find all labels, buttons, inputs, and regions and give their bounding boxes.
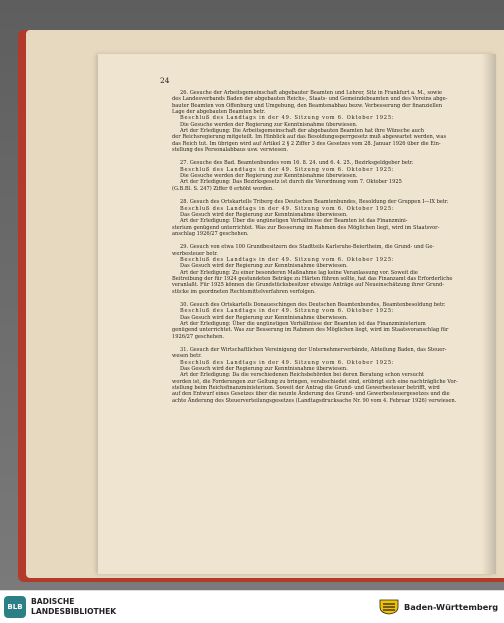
entry-line: 26. Gesuche der Arbeitsgemeinschaft abgebauter Beamten und Lehrer, Sitz in Frankfurt a. M., sowie [180, 90, 443, 96]
entry-line: Das Gesuch wird der Regierung zur Kenntnisnahme überwiesen. [180, 211, 348, 218]
entry-27 [172, 160, 476, 192]
entry-line: stellung beim Reichsfinanzministerium. Soweit der Antrag die Grund- und Gewerbesteuer betrifft, wird [172, 385, 440, 392]
footer-bar [0, 590, 504, 623]
entry-line: Das Gesuch wird der Regierung zur Kenntnisnahme überwiesen. [180, 314, 348, 321]
blb-logo-text: BLB [7, 603, 23, 611]
entry-line: 28. Gesuch des Ortskartells Triberg des Deutschen Beamtenbundes, Besoldung der Gruppen I—IX betr. [180, 199, 449, 206]
entry-31 [172, 347, 476, 404]
entry-line: Beschluß des Landtags in der 49. Sitzung vom 6. Oktober 1925: [180, 308, 395, 315]
entry-line: 1926/27 geschehen. [172, 333, 225, 340]
entry-line: veranlaßt. Für 1925 können die Grundstücksbesitzer etwaige Anträge auf Neueinschätzung ihrer Grund- [172, 282, 445, 289]
entry-line: Beitreibung der für 1924 gestundeten Beträge zu Härten führen sollte, hat das Finanzamt das Erforderliche [172, 275, 453, 282]
entry-line: genügend unterrichtet. Was zur Besserung im Rahmen des Möglichen liegt, wird im Staatsvoranschlag für [172, 327, 449, 334]
page-content [172, 90, 476, 411]
entry-line: Art der Erledigung: Zu einer besonderen Maßnahme lag keine Veranlassung vor. Soweit die [180, 269, 418, 276]
entry-29 [172, 244, 476, 295]
entry-line: Art der Erledigung: Die Arbeitsgemeinschaft der abgebauten Beamten hat ihre Wünsche auch [180, 128, 425, 135]
entry-line: achte Änderung des Steuerverteilungsgesetzes (Landtagsdrucksache Nr. 90 vom 4. Februar 1926) verwiesen. [172, 397, 457, 404]
entry-line: Das Gesuch wird der Regierung zur Kenntnisnahme überwiesen. [180, 366, 348, 373]
entry-line: stücke im geordneten Rechtsmittelverfahren verfolgen. [172, 288, 316, 295]
entry-line: Art der Erledigung: Über die ungünstigen Verhältnisse der Beamten ist das Finanzministerium [180, 321, 426, 327]
coat-of-arms-icon[interactable] [378, 599, 400, 615]
entry-line: Die Gesuche werden der Regierung zur Kenntnisnahme überwiesen. [180, 121, 358, 128]
entry-30 [172, 302, 476, 340]
entry-line: stellung des Personalabbaus usw. verwiesen. [172, 147, 289, 154]
entry-line: Beschluß des Landtags in der 49. Sitzung vom 6. Oktober 1925: [180, 166, 395, 173]
entry-line: Beschluß des Landtags in der 49. Sitzung vom 6. Oktober 1925: [180, 115, 395, 122]
page-gutter-shadow [482, 54, 496, 574]
document-page [98, 54, 496, 574]
library-name-line1: BADISCHE [31, 597, 75, 606]
entry-line: 31. Gesuch der Wirtschaftlichen Vereinigung der Unternehmerverbände, Abteilung Baden, das Steuer- [180, 347, 447, 354]
entry-line: sterium genügend unterrichtet. Was zur Besserung im Rahmen des Möglichen liegt, wird im Staatsvor- [172, 224, 440, 231]
entry-28 [172, 199, 476, 237]
entry-line: worden ist, die Forderungen zur Geltung zu bringen, verabschiedet sind, erübrigt sich eine nachträgliche Vor- [172, 378, 458, 385]
entry-line: Beschluß des Landtags in der 49. Sitzung vom 6. Oktober 1925: [180, 256, 395, 263]
entry-line: (G.B.Bl. S. 247) Ziffer 6 erhöht worden. [172, 185, 274, 192]
entry-line: Art der Erledigung: Über die ungünstigen Verhältnisse der Beamten ist das Finanzmini- [180, 218, 408, 225]
entry-line: Art der Erledigung: Das Bezirksgesetz ist durch die Verordnung vom 7. Oktober 1925 [180, 179, 402, 186]
state-name[interactable]: Baden-Württemberg [404, 602, 499, 612]
entry-line: 27. Gesuche des Bad. Beamtenbundes vom 16. 8. 24. und 6. 4. 25., Bezirksgeldgeber betr. [180, 160, 414, 167]
entry-line: der Reichsregierung mitgeteilt. Im Hinblick auf das Besoldungssperrgesetz muß abgewartet werden, was [172, 134, 447, 141]
entry-line: 29. Gesuch von etwa 100 Grundbesitzern des Stadtteils Karlsruhe-Beiertheim, die Grund- und Ge- [180, 244, 435, 251]
entry-line: 30. Gesuch des Ortskartells Donaueschingen des Deutschen Beamtenbundes, Beamtenbesoldung betr. [180, 301, 446, 308]
entry-line: das Reich tut. Im übrigen wird auf Artikel 2 § 2 Ziffer 3 des Gesetzes vom 28. Januar 1926 über die Ein- [172, 140, 441, 147]
entry-line: des Landesverbands Baden der abgebauten Reichs-, Staats- und Gemeindebeamten und des Vereins abge- [172, 96, 448, 103]
page-number: 24 [160, 76, 170, 85]
entry-line: Art der Erledigung: Da die verschiedenen Reichsbehörden bei deren Beratung schon versucht [180, 372, 425, 379]
entry-line: Beschluß des Landtags in der 49. Sitzung vom 6. Oktober 1925: [180, 359, 395, 366]
entry-26 [172, 90, 476, 153]
entry-line: auf den Entwurf eines Gesetzes über die neunte Änderung des Grund- und Gewerbesteuergesetzes und die [172, 391, 450, 398]
entry-line: Beschluß des Landtags in der 49. Sitzung vom 6. Oktober 1925: [180, 205, 395, 212]
entry-line: anschlag 1926/27 geschehen. [172, 230, 249, 237]
entry-line: Die Gesuche werden der Regierung zur Kenntnisnahme überwiesen. [180, 173, 358, 180]
entry-line: Das Gesuch wird der Regierung zur Kenntnisnahme überwiesen. [180, 263, 348, 270]
entry-line: Lage der abgebauten Beamten betr. [172, 109, 266, 116]
library-name[interactable] [31, 597, 116, 617]
library-name-line2: LANDESBIBLIOTHEK [31, 607, 117, 616]
entry-line: werbesteuer betr. [172, 250, 218, 257]
entry-line: wesen betr. [172, 353, 202, 360]
entry-line: bauter Beamten von Offenburg und Umgebung, den Beamtenabbau bezw. Verbesserung der finanziellen [172, 102, 443, 109]
blb-logo-icon[interactable] [4, 596, 26, 618]
